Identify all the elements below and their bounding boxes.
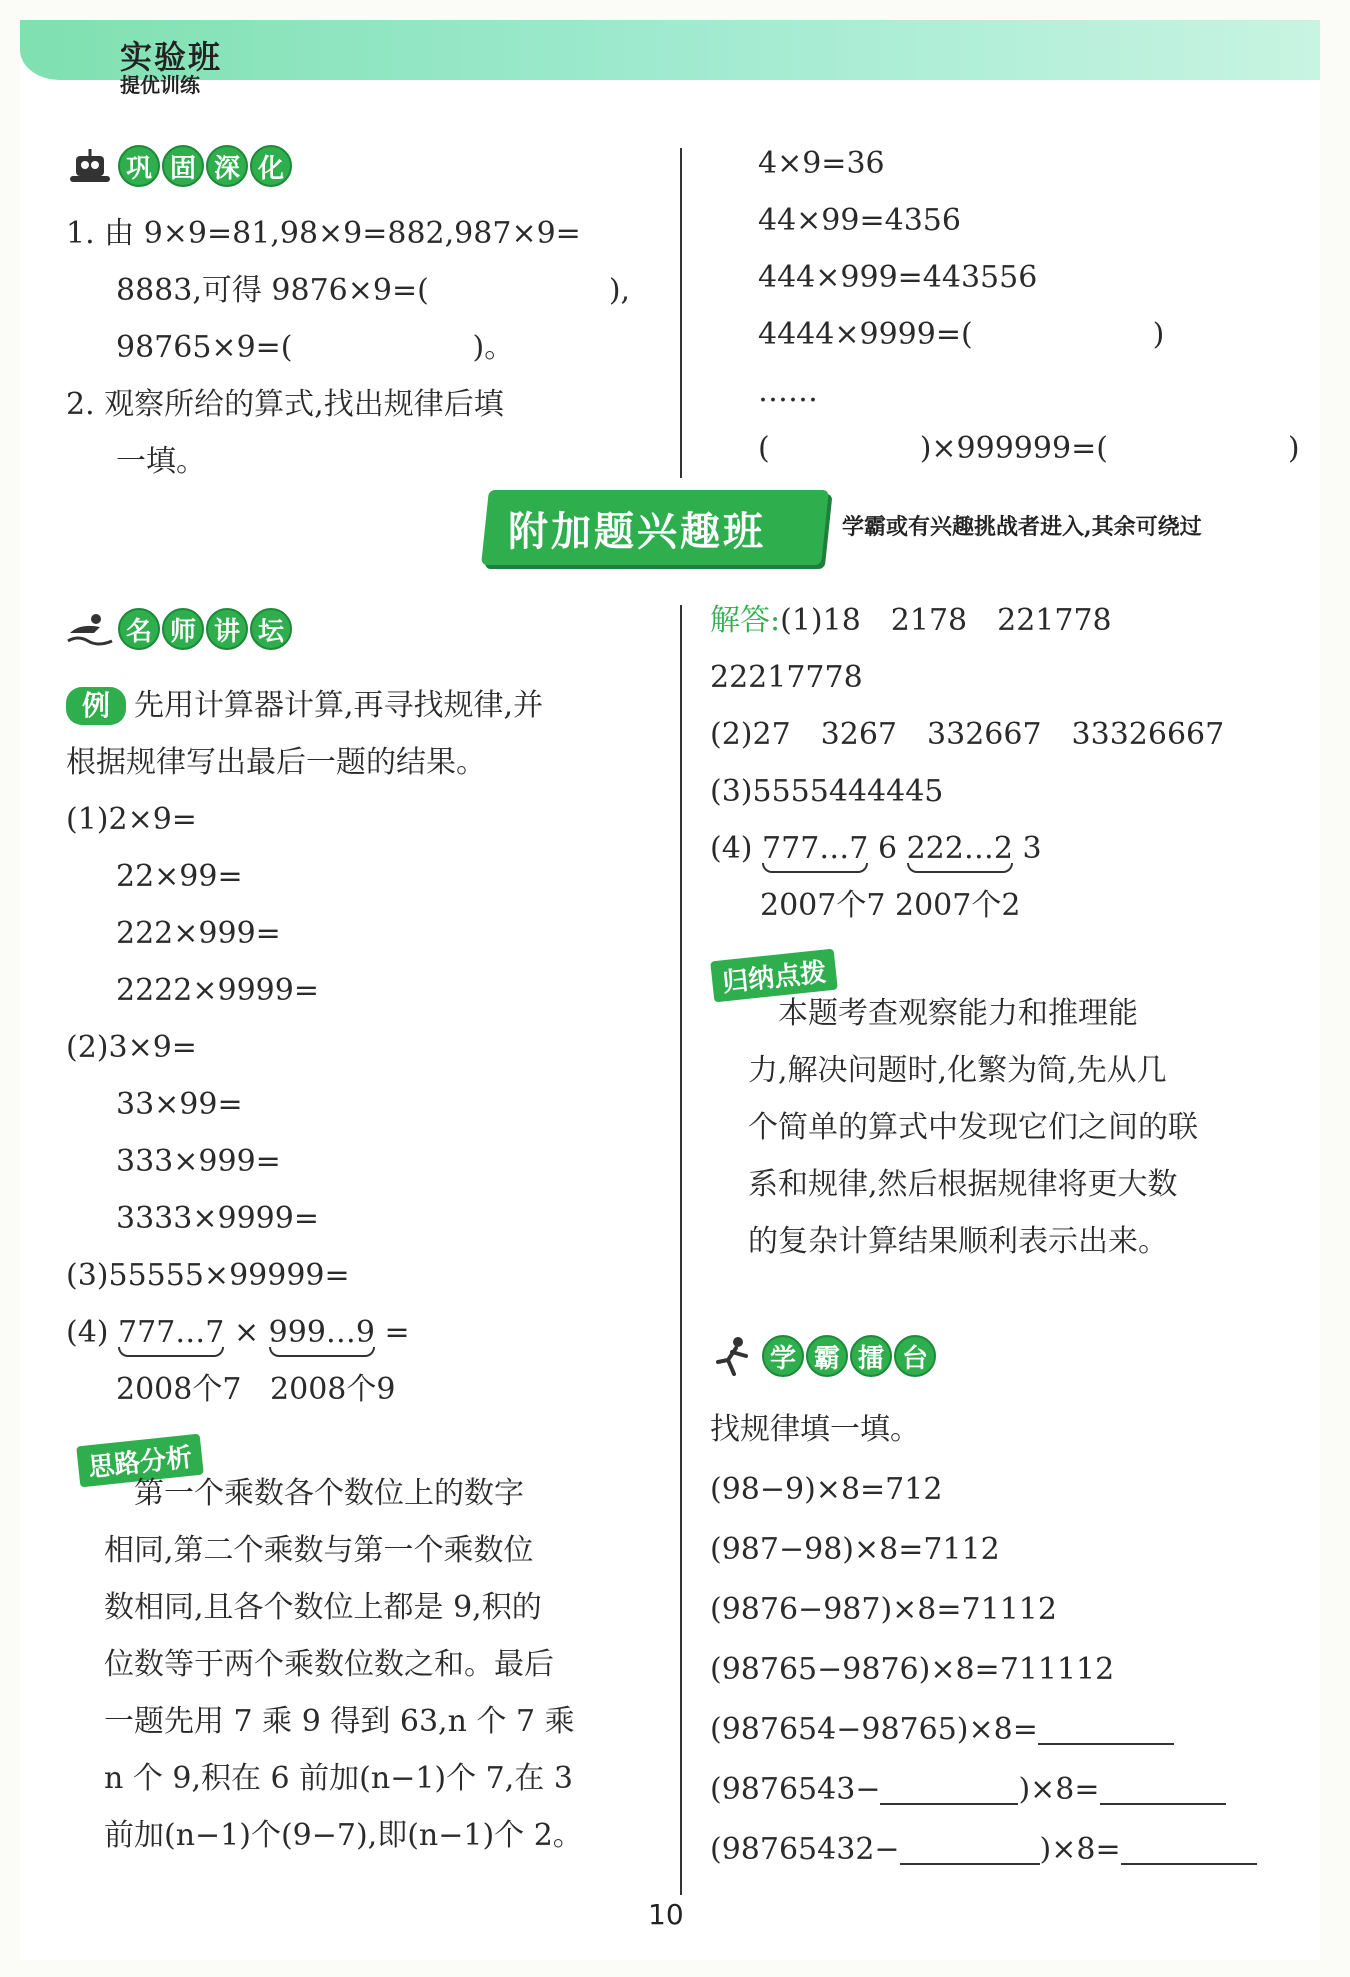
question-1-line: 98765×9=( )。 <box>116 330 515 365</box>
problem-line: 222×999= <box>116 916 281 951</box>
consolidate-title <box>66 145 292 187</box>
title-char: 讲 <box>206 608 248 650</box>
summary-tag: 归纳点拨 <box>710 949 838 1003</box>
answer-line <box>710 592 1224 649</box>
analysis-line: 一题先用 7 乘 9 得到 63,n 个 7 乘 <box>104 1704 575 1739</box>
lecture-title <box>66 608 292 650</box>
problem-line: 333×999= <box>116 1144 281 1179</box>
robot-icon <box>66 146 114 186</box>
brace-777: 777…7 <box>762 820 868 877</box>
example-badge: 例 <box>66 687 126 725</box>
answer-line <box>710 820 1224 877</box>
champion-intro: 找规律填一填。 <box>710 1412 920 1447</box>
brace-777: 777…7 <box>118 1304 224 1361</box>
note-2008-7: 2008个7 <box>116 1372 242 1407</box>
lecture-title-chars <box>118 608 292 650</box>
answer-blank[interactable] <box>880 1767 1018 1805</box>
answer-line: (3)5555444445 <box>710 774 944 809</box>
runner-icon <box>710 1336 758 1376</box>
fill-prefix: (98765432− <box>710 1832 900 1867</box>
problem-line: (2)3×9= <box>66 1030 197 1065</box>
title-char: 霸 <box>806 1335 848 1377</box>
consolidate-questions <box>66 205 630 490</box>
title-char: 学 <box>762 1335 804 1377</box>
answer-digit-3: 3 <box>1022 831 1042 866</box>
answer-text: (1)18 2178 221778 <box>780 603 1112 638</box>
analysis-tag: 思路分析 <box>76 1434 204 1488</box>
pattern-line: (98765−9876)×8=711112 <box>710 1652 1115 1687</box>
equation-line: 44×99=4356 <box>758 203 961 238</box>
summary-line: 系和规律,然后根据规律将更大数 <box>748 1167 1178 1202</box>
problem-4-notes <box>66 1361 543 1418</box>
analysis-line: 数相同,且各个数位上都是 9,积的 <box>104 1590 542 1625</box>
brand-title: 实验班 <box>120 38 223 76</box>
answer-label: 解答: <box>710 603 781 638</box>
analysis-line: n 个 9,积在 6 前加(n−1)个 7,在 3 <box>104 1761 573 1796</box>
analysis-line: 位数等于两个乘数位数之和。最后 <box>104 1647 554 1682</box>
example-line: 根据规律写出最后一题的结果。 <box>66 745 486 780</box>
ellipsis-line: …… <box>758 374 818 409</box>
fill-line <box>710 1700 1257 1760</box>
brace-999: 999…9 <box>269 1304 375 1361</box>
brand <box>120 40 222 96</box>
bonus-banner-text: 附加题兴趣班 <box>508 509 766 555</box>
equation-line: 444×999=443556 <box>758 260 1038 295</box>
answer-blank[interactable] <box>1038 1707 1174 1745</box>
problem-line: 33×99= <box>116 1087 243 1122</box>
question-1-line: 1. 由 9×9=81,98×9=882,987×9= <box>66 216 581 251</box>
problem-line: (3)55555×99999= <box>66 1258 350 1293</box>
title-char: 固 <box>162 145 204 187</box>
brace-222: 222…2 <box>907 820 1013 877</box>
analysis-text <box>104 1465 583 1864</box>
champion-title <box>710 1335 936 1377</box>
summary-line: 个简单的算式中发现它们之间的联 <box>748 1110 1198 1145</box>
summary-line: 本题考查观察能力和推理能 <box>748 996 1138 1031</box>
note-2007-2: 2007个2 <box>894 888 1021 923</box>
note-2008-9: 2008个9 <box>270 1372 396 1407</box>
analysis-line: 第一个乘数各个数位上的数字 <box>104 1476 524 1511</box>
title-char: 台 <box>894 1335 936 1377</box>
problem-4-prefix: (4) <box>66 1315 109 1350</box>
consolidate-title-chars <box>118 145 292 187</box>
answer-blank[interactable] <box>900 1827 1040 1865</box>
example-line <box>66 677 543 734</box>
title-char: 巩 <box>118 145 160 187</box>
example-text: 先用计算器计算,再寻找规律,并 <box>134 688 544 723</box>
equation-line: 4444×9999=( ) <box>758 317 1165 352</box>
title-char: 深 <box>206 145 248 187</box>
title-char: 擂 <box>850 1335 892 1377</box>
problem-line: (1)2×9= <box>66 802 197 837</box>
lecture-content <box>66 677 543 1418</box>
answer-line: 22217778 <box>710 660 863 695</box>
column-divider <box>680 605 682 1895</box>
problem-line: 2222×9999= <box>116 973 319 1008</box>
answer-notes <box>710 877 1224 934</box>
answer-blank[interactable] <box>1121 1827 1257 1865</box>
title-char: 坛 <box>250 608 292 650</box>
answer-4-prefix: (4) <box>710 831 753 866</box>
title-char: 化 <box>250 145 292 187</box>
column-divider <box>680 148 682 478</box>
pattern-line: (9876−987)×8=71112 <box>710 1592 1057 1627</box>
question-1-line: 8883,可得 9876×9=( ), <box>116 273 631 308</box>
pattern-line: (987−98)×8=7112 <box>710 1532 1000 1567</box>
times-sign: × <box>233 1315 260 1350</box>
title-char: 师 <box>162 608 204 650</box>
swimmer-icon <box>66 609 114 649</box>
problem-line: 22×99= <box>116 859 243 894</box>
pattern-line: (98−9)×8=712 <box>710 1472 943 1507</box>
bonus-note: 学霸或有兴趣挑战者进入,其余可绕过 <box>842 514 1202 540</box>
answer-digit-6: 6 <box>877 831 898 866</box>
problem-line: 3333×9999= <box>116 1201 319 1236</box>
question-2-line: 2. 观察所给的算式,找出规律后填 <box>66 387 504 422</box>
fill-prefix: (987654−98765)×8= <box>710 1712 1038 1747</box>
champion-content <box>710 1400 1257 1880</box>
note-2007-7: 2007个7 <box>760 888 886 923</box>
analysis-line: 相同,第二个乘数与第一个乘数位 <box>104 1533 534 1568</box>
answer-block <box>710 592 1224 934</box>
brand-subtitle: 提优训练 <box>120 73 200 97</box>
fill-mid: )×8= <box>1018 1772 1100 1807</box>
question-2-line: 一填。 <box>116 444 206 479</box>
page-number: 10 <box>648 1898 684 1931</box>
equation-line: ( )×999999=( ) <box>758 431 1300 466</box>
summary-text <box>748 985 1198 1270</box>
fill-line <box>710 1760 1257 1820</box>
fill-mid: )×8= <box>1039 1832 1121 1867</box>
consolidate-right-column <box>758 135 1300 477</box>
summary-line: 力,解决问题时,化繁为简,先从几 <box>748 1053 1167 1088</box>
equation-line: 4×9=36 <box>758 146 885 181</box>
summary-line: 的复杂计算结果顺利表示出来。 <box>748 1224 1168 1259</box>
fill-line <box>710 1820 1257 1880</box>
equals-sign: = <box>384 1315 410 1350</box>
fill-prefix: (9876543− <box>710 1772 881 1807</box>
analysis-line: 前加(n−1)个(9−7),即(n−1)个 2。 <box>104 1818 583 1853</box>
answer-blank[interactable] <box>1100 1767 1226 1805</box>
champion-title-chars <box>762 1335 936 1377</box>
problem-4-line <box>66 1304 543 1361</box>
title-char: 名 <box>118 608 160 650</box>
answer-line: (2)27 3267 332667 33326667 <box>710 717 1225 752</box>
